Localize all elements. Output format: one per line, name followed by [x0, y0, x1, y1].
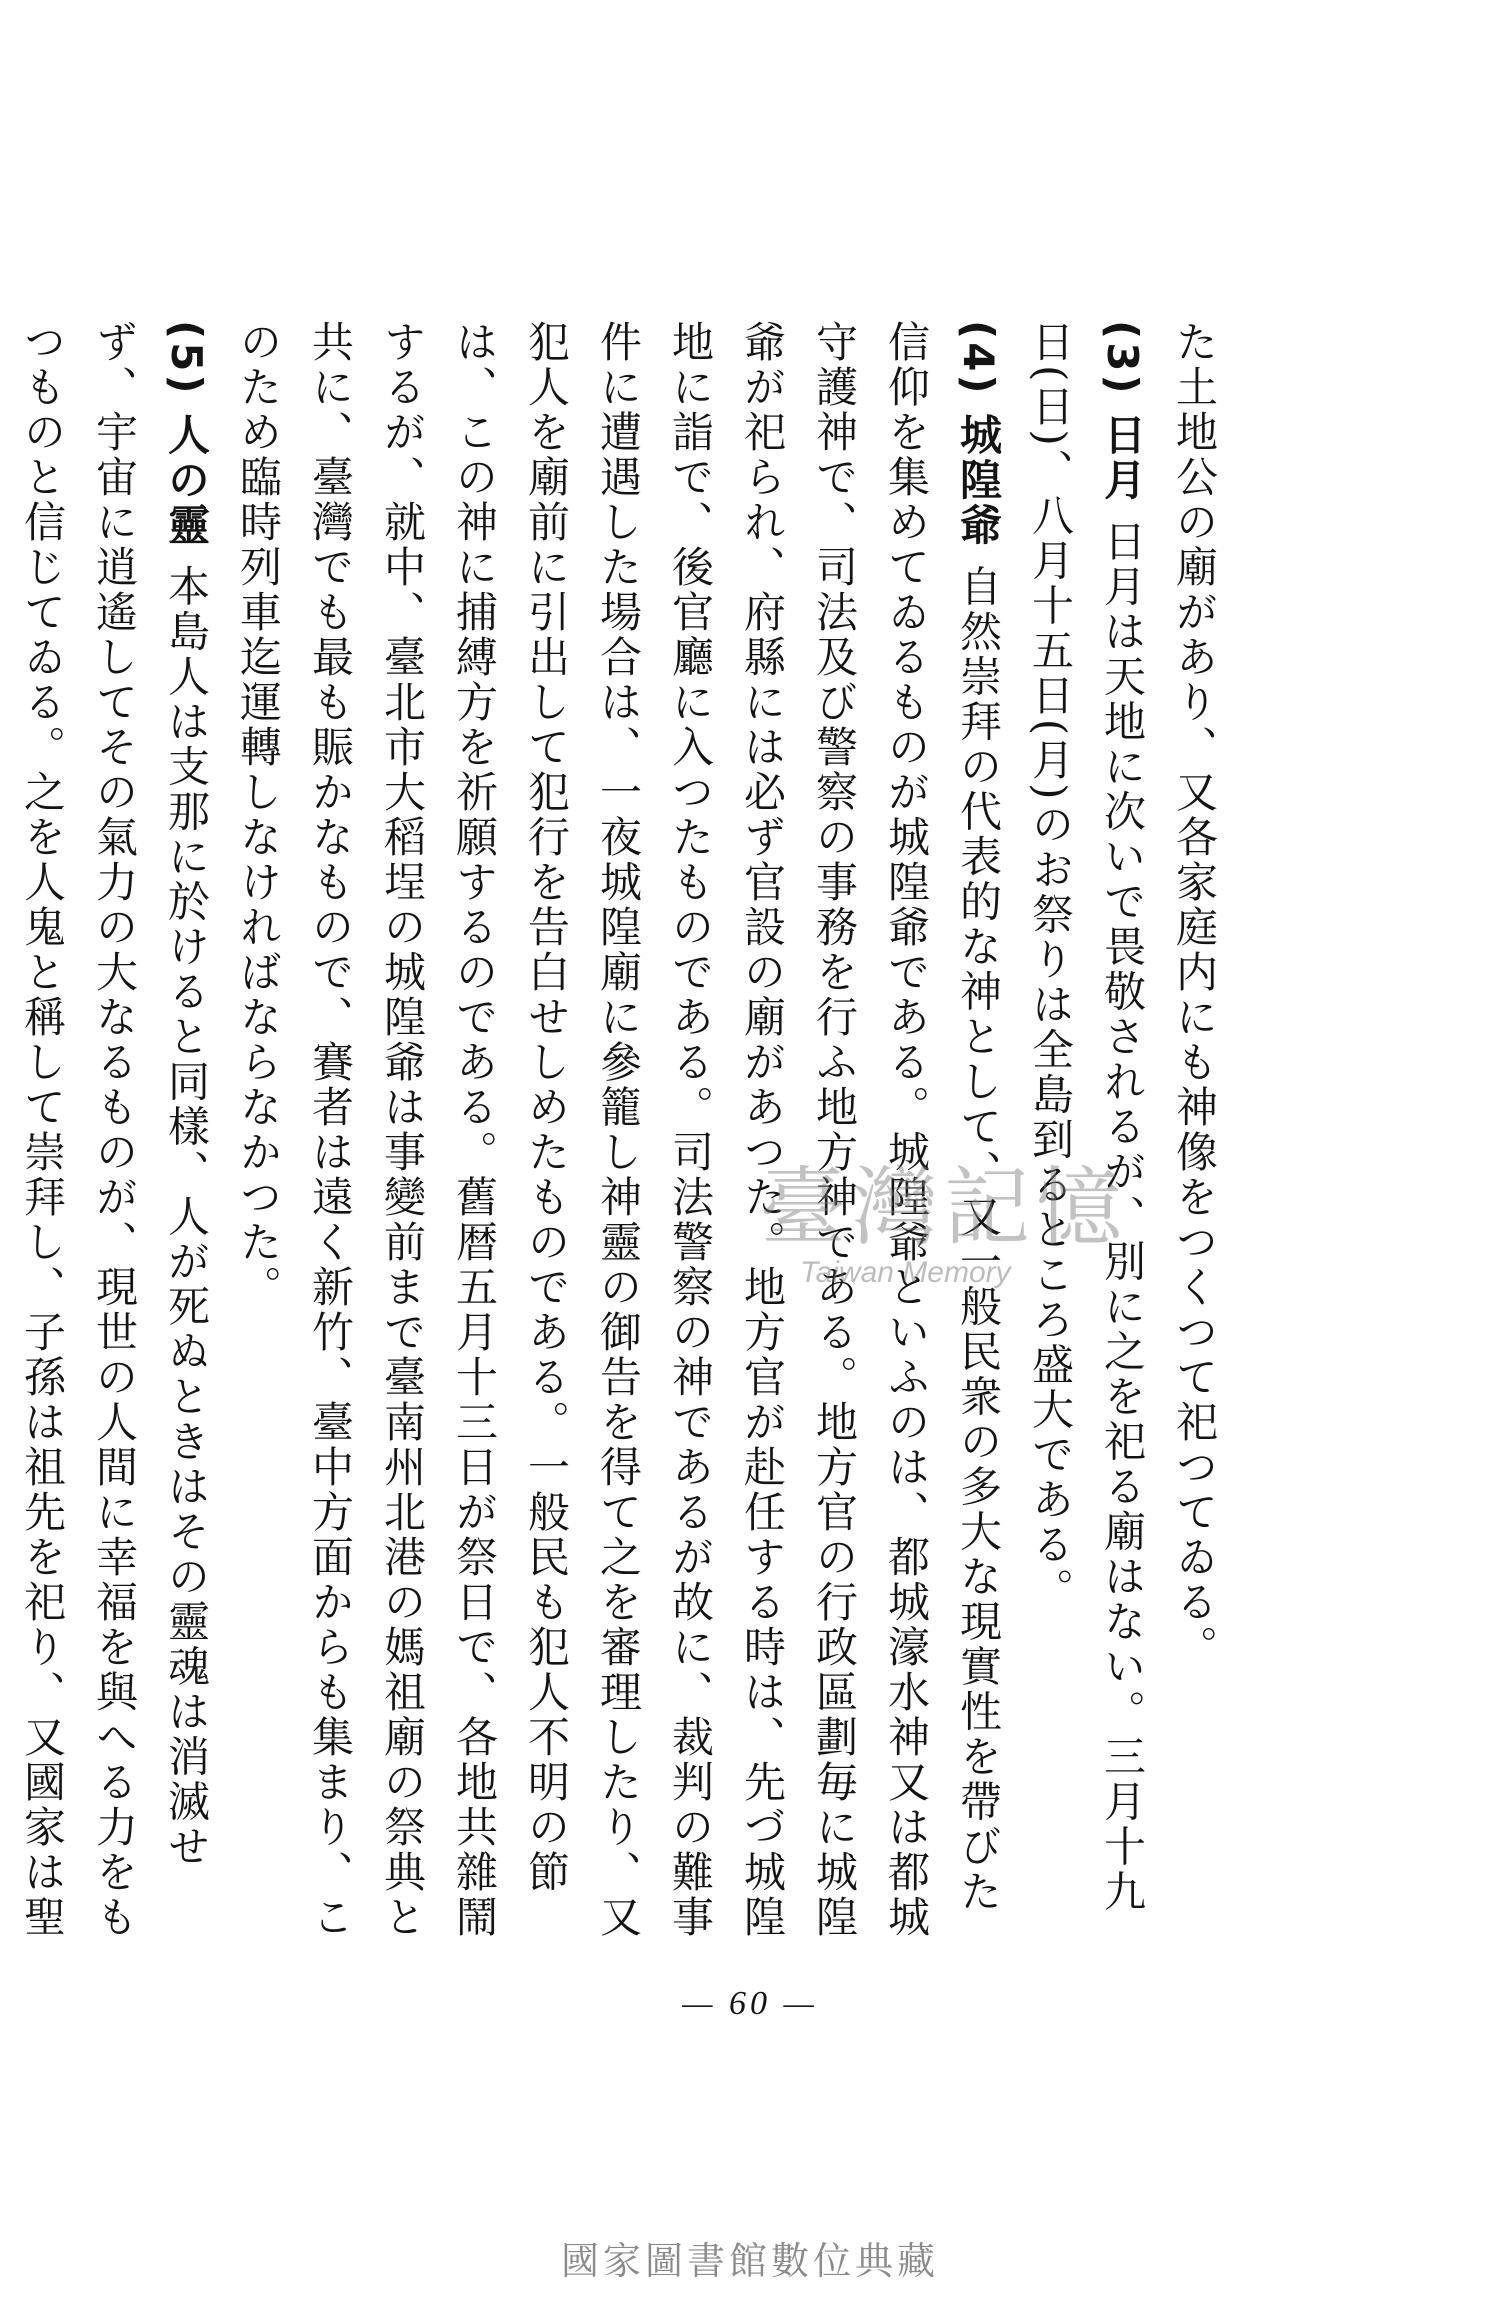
paragraph-city-god [222, 320, 1014, 1940]
section-heading: 日月 [1098, 412, 1147, 503]
watermark-english: Taiwan Memory [800, 1256, 1011, 1289]
paragraph-text: 日月は天地に次いで畏敬されるが、別に之を祀る廟はない。三月十九日(日)、八月十五日(月)のお祭りは全島到るところ盛大である。 [1026, 320, 1147, 1915]
watermark-logo-text: 臺灣記憶 [760, 1158, 1128, 1258]
page-number: — 60 — [682, 1985, 818, 2022]
section-number: (3) [1098, 320, 1147, 397]
page-body [18, 320, 1230, 1940]
paragraph-continuation [1158, 320, 1230, 1940]
paragraph-text: 本島人は支那に於けると同樣、人が死ぬときはその靈魂は消滅せず、宇宙に逍遙してその氣力の大なるものが、現世の人間に幸福を與へる力をもつものと信じてゐる。之を人鬼と稱して崇拜し、子孫は祖先を祀り、又國家は聖 [18, 320, 211, 1940]
paragraph-text: 自然崇拜の代表的な神として、又一般民衆の多大な現實性を帶びた信仰を集めてゐるものが城隍爺である。城隍爺といふのは、都城濠水神又は都城守護神で、司法及び警察の事務を行ふ地方神である。地方官の行政區劃毎に城隍爺が祀られ、府縣には必ず官設の廟があつた。地方官が赴任する時は、先づ城隍地に詣で、後官廳に入つたものである。司法警察の神であるが故に、裁判の難事件に遭遇した場合は、一夜城隍廟に參籠し神靈の御告を得て之を審理したり、又犯人を廟前に引出して犯行を告白せしめたものである。一般民も犯人不明の節は、この神に捕縛方を祈願するのである。舊暦五月十三日が祭日で、各地共雜鬧するが、就中、臺北市大稻埕の城隍爺は事變前まで臺南州北港の媽祖廟の祭典と共に、臺灣でも最も賑かなもので、賽者は遠く新竹、臺中方面からも集まり、このため臨時列車迄運轉しなければならなかつた。 [234, 320, 1003, 1940]
section-number: (4) [954, 320, 1003, 397]
section-heading: 城隍爺 [954, 412, 1003, 548]
section-heading: 人の靈 [162, 412, 211, 548]
section-number: (5) [162, 320, 211, 397]
paragraph-sun-moon [1014, 320, 1158, 1940]
paragraph-human-spirit [0, 320, 222, 1940]
footer-archive-label: 國家圖書館數位典藏 [560, 2239, 939, 2283]
paragraph-text: た土地公の廟があり、又各家庭内にも神像をつくつて祀つてゐる。 [1170, 320, 1219, 1670]
